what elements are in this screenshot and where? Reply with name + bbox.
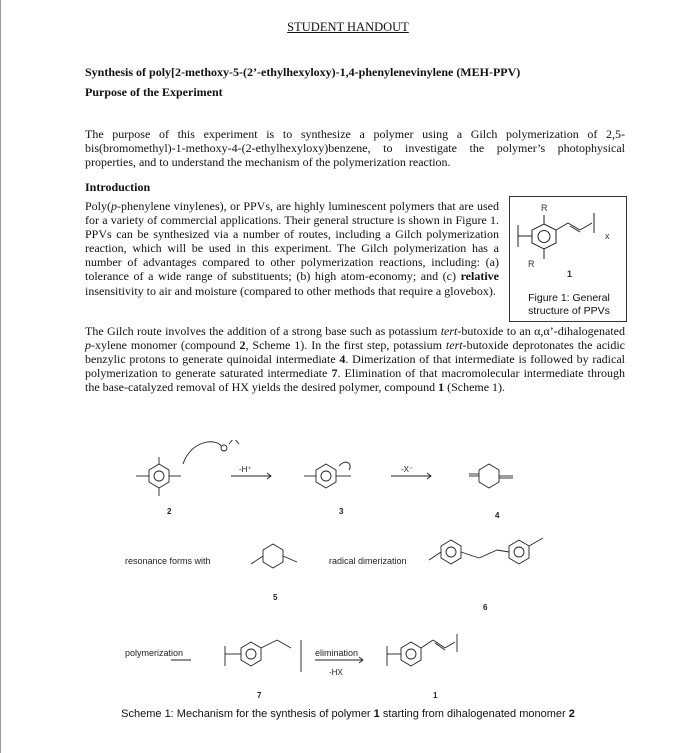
purpose-paragraph: The purpose of this experiment is to synthesize a polymer using a Gilch polymerization of 2,5-bis(bromomethyl)-1-methoxy-4-(2-ethylhexyloxy)benzene, to investigate the polymer’s photophysical properties, and to understand the mechanism of the polymerization reaction. <box>85 127 625 170</box>
reaction-scheme-diagram <box>101 440 641 708</box>
scheme-1 <box>101 440 641 710</box>
compound-1-product-label: 1 <box>433 691 438 700</box>
elimination-byproduct: -HX <box>329 668 343 677</box>
introduction-paragraph-1: Poly(p-phenylene vinylenes), or PPVs, are highly luminescent polymers that are used for a variety of commercial applications. Their general structure is shown in Figure 1. PPVs can be synthesized via a number of routes, including a Gilch polymerization reaction, which will be used in this experiment. The Gilch polymerization has a number of advantages compared to other polymerization reactions, including: (a) tolerance of a wide range of substituents; (b) high atom-economy; and (c) relative insensitivity to air and moisture (compared to other methods that require a glovebox). <box>85 199 499 298</box>
compound-5-label: 5 <box>273 593 278 602</box>
ppv-structure-diagram <box>510 197 628 297</box>
page-header: STUDENT HANDOUT <box>287 20 409 34</box>
purpose-heading: Purpose of the Experiment <box>85 85 223 99</box>
introduction-heading: Introduction <box>85 180 151 194</box>
dimerization-label: radical dimerization <box>329 556 407 566</box>
compound-6-label: 6 <box>483 603 488 612</box>
compound-1-label: 1 <box>567 269 573 279</box>
halide-loss-reagent: -X⁻ <box>401 465 414 474</box>
deprotonation-reagent: -H⁺ <box>239 465 252 474</box>
compound-3-label: 3 <box>339 507 344 516</box>
scheme-1-caption: Scheme 1: Mechanism for the synthesis of polymer 1 starting from dihalogenated monomer 2 <box>121 708 575 720</box>
introduction-paragraph-2: The Gilch route involves the addition of a strong base such as potassium tert-butoxide to an α,α’-dihalogenated p-xylene monomer (compound 2, Scheme 1). In the first step, potassium tert-butoxide deprotonates the acidic benzylic protons to generate quinoidal intermediate 4. Dimerization of that intermediate is followed by radical polymerization to generate saturated intermediate 7. Elimination of that macromolecular intermediate through the base-catalyzed removal of HX yields the desired polymer, compound 1 (Scheme 1). <box>85 324 626 395</box>
elimination-label: elimination <box>315 648 359 658</box>
compound-7-label: 7 <box>257 691 262 700</box>
compound-2-label: 2 <box>167 507 172 516</box>
repeat-unit-x-label: x <box>605 231 610 241</box>
r-group-top-label: R <box>541 203 548 213</box>
polymerization-label: polymerization <box>125 648 184 658</box>
figure-1-caption: Figure 1: General structure of PPVs <box>528 292 610 317</box>
r-group-bottom-label: R <box>528 259 535 269</box>
compound-4-label: 4 <box>495 511 500 520</box>
document-title: Synthesis of poly[2-methoxy-5-(2’-ethylhexyloxy)-1,4-phenylenevinylene (MEH-PPV) <box>85 65 521 79</box>
resonance-label: resonance forms with <box>125 556 211 566</box>
